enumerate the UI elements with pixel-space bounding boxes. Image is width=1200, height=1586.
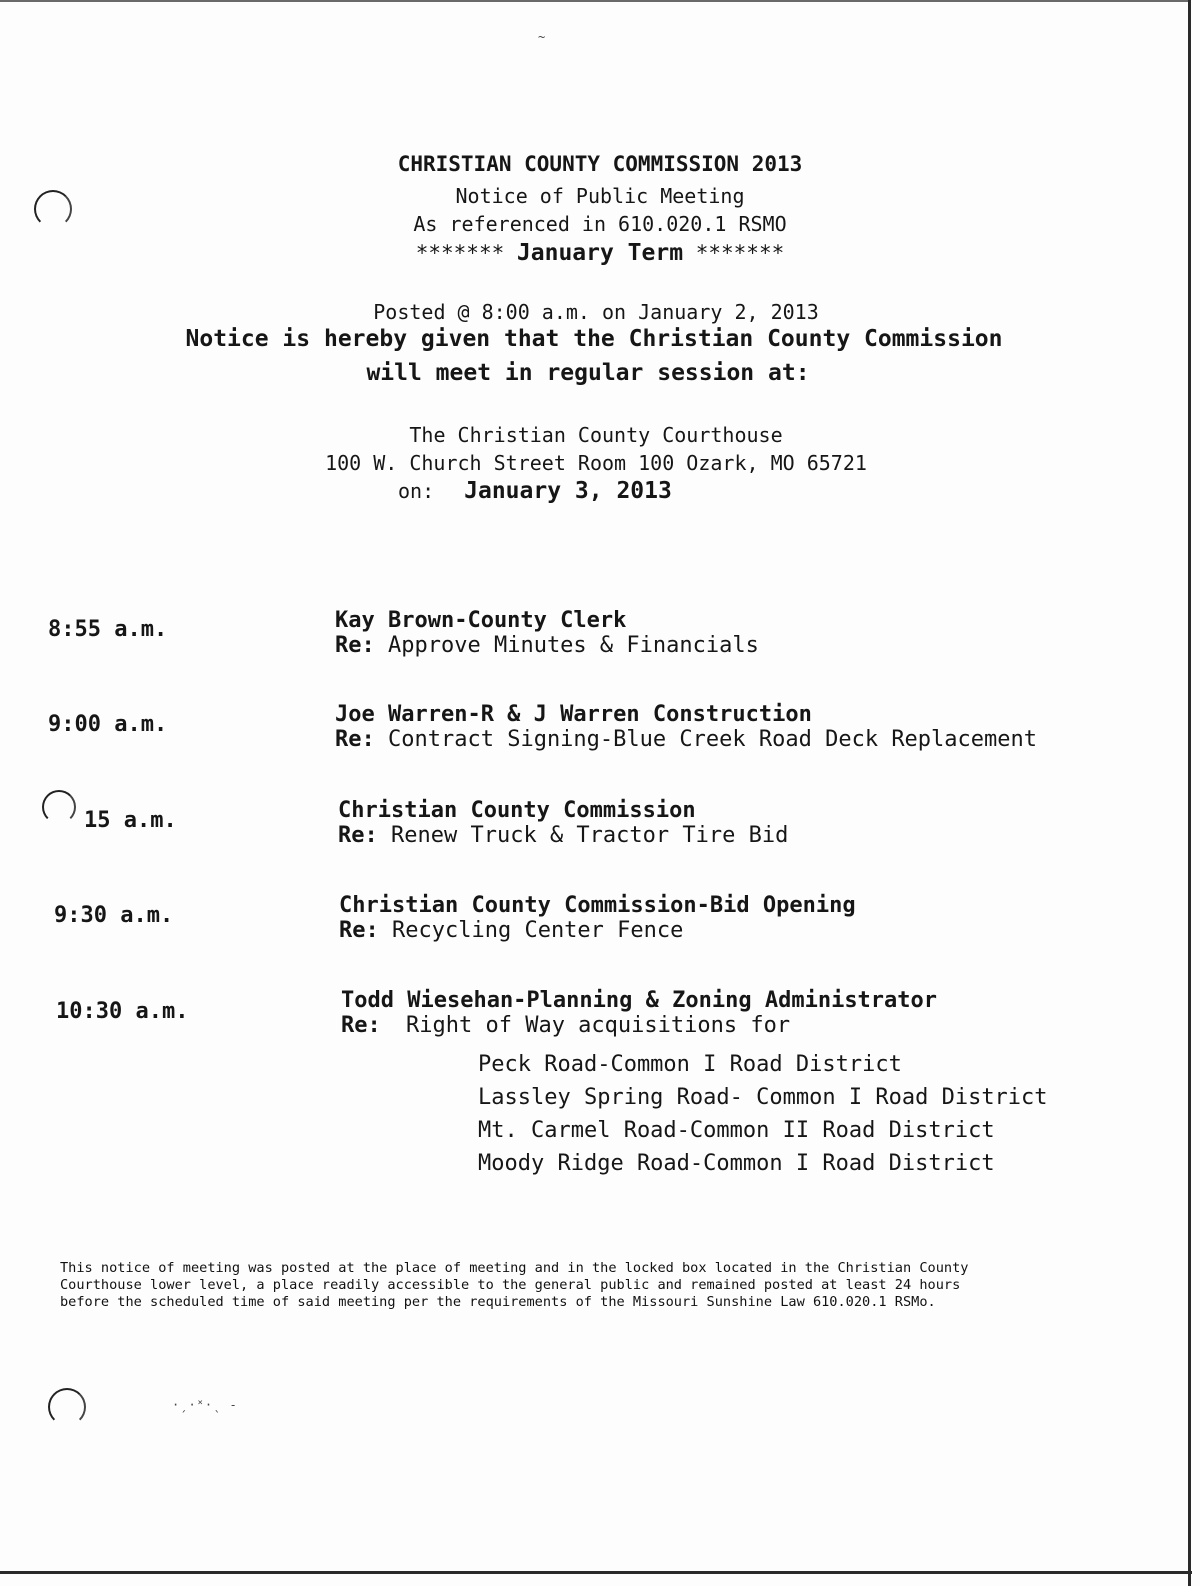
agenda-item [339,893,856,943]
notice-line-1: Notice is hereby given that the Christian County Commission [185,326,1003,352]
on-label: on: [398,479,435,503]
term-name: January Term [516,240,684,266]
meeting-date-line [398,478,672,504]
agenda-subject-text: Right of Way acquisitions for [406,1013,791,1038]
agenda-subject [338,823,788,848]
scan-edge-right [1188,0,1191,1586]
scan-speck: ·ˏ·˟·ˎ ‐ [172,1398,238,1412]
posted-line: Posted @ 8:00 a.m. on January 2, 2013 [373,300,819,324]
re-label: Re: [339,918,379,943]
posting-statement [60,1260,1140,1311]
road-district-item: Mt. Carmel Road-Common II Road District [478,1118,995,1143]
re-label: Re: [338,823,378,848]
re-label: Re: [335,633,375,658]
road-district-item: Lassley Spring Road- Common I Road District [478,1085,1048,1110]
term-prefix: ******* [415,241,505,265]
document-subtitle: Notice of Public Meeting [455,184,745,208]
notice-line-2: will meet in regular session at: [366,360,810,386]
term-line [0,240,1200,266]
road-district-item: Peck Road-Common I Road District [478,1052,902,1077]
location-address: 100 W. Church Street Room 100 Ozark, MO 65721 [325,451,867,475]
punch-hole-mark [48,1388,86,1426]
term-suffix: ******* [695,241,785,265]
agenda-subject-text: Approve Minutes & Financials [388,633,759,658]
agenda-time: 9:30 a.m. [54,903,174,928]
agenda-item [335,702,1037,752]
meeting-date: January 3, 2013 [464,478,672,504]
re-label: Re: [335,727,375,752]
document-title: CHRISTIAN COUNTY COMMISSION 2013 [397,152,803,176]
agenda-presenter: Kay Brown-County Clerk [335,608,627,633]
agenda-presenter: Christian County Commission [338,798,696,823]
agenda-time: 10:30 a.m. [56,999,189,1024]
agenda-subject [335,633,759,658]
road-district-item: Moody Ridge Road-Common I Road District [478,1151,995,1176]
agenda-subject [341,1013,937,1038]
scan-speck: ~ [538,30,547,44]
posting-statement-line: Courthouse lower level, a place readily accessible to the general public and remained posted at least 24 hours [60,1277,961,1293]
scan-edge-bottom [0,1571,1192,1574]
re-label: Re: [341,1013,381,1038]
posting-statement-line: before the scheduled time of said meeting per the requirements of the Missouri Sunshine Law 610.020.1 RSMo. [60,1294,936,1310]
agenda-time: 15 a.m. [84,808,177,833]
agenda-time: 9:00 a.m. [48,712,168,737]
agenda-presenter: Joe Warren-R & J Warren Construction [335,702,812,727]
agenda-presenter: Christian County Commission-Bid Opening [339,893,856,918]
agenda-subject-text: Contract Signing-Blue Creek Road Deck Replacement [388,727,1038,752]
agenda-item [338,798,788,848]
agenda-subject-text: Recycling Center Fence [392,918,684,943]
agenda-subject-text: Renew Truck & Tractor Tire Bid [391,823,789,848]
posting-statement-line: This notice of meeting was posted at the place of meeting and in the locked box located in the Christian County [60,1260,969,1276]
statute-reference: As referenced in 610.020.1 RSMO [413,212,787,236]
agenda-subject [339,918,856,943]
scan-edge-top [0,0,1190,2]
agenda-item [341,988,937,1038]
agenda-presenter: Todd Wiesehan-Planning & Zoning Administrator [341,988,938,1013]
agenda-item [335,608,759,658]
location-name: The Christian County Courthouse [409,423,783,447]
agenda-time: 8:55 a.m. [48,617,168,642]
punch-hole-mark [42,790,76,824]
agenda-subject [335,727,1037,752]
